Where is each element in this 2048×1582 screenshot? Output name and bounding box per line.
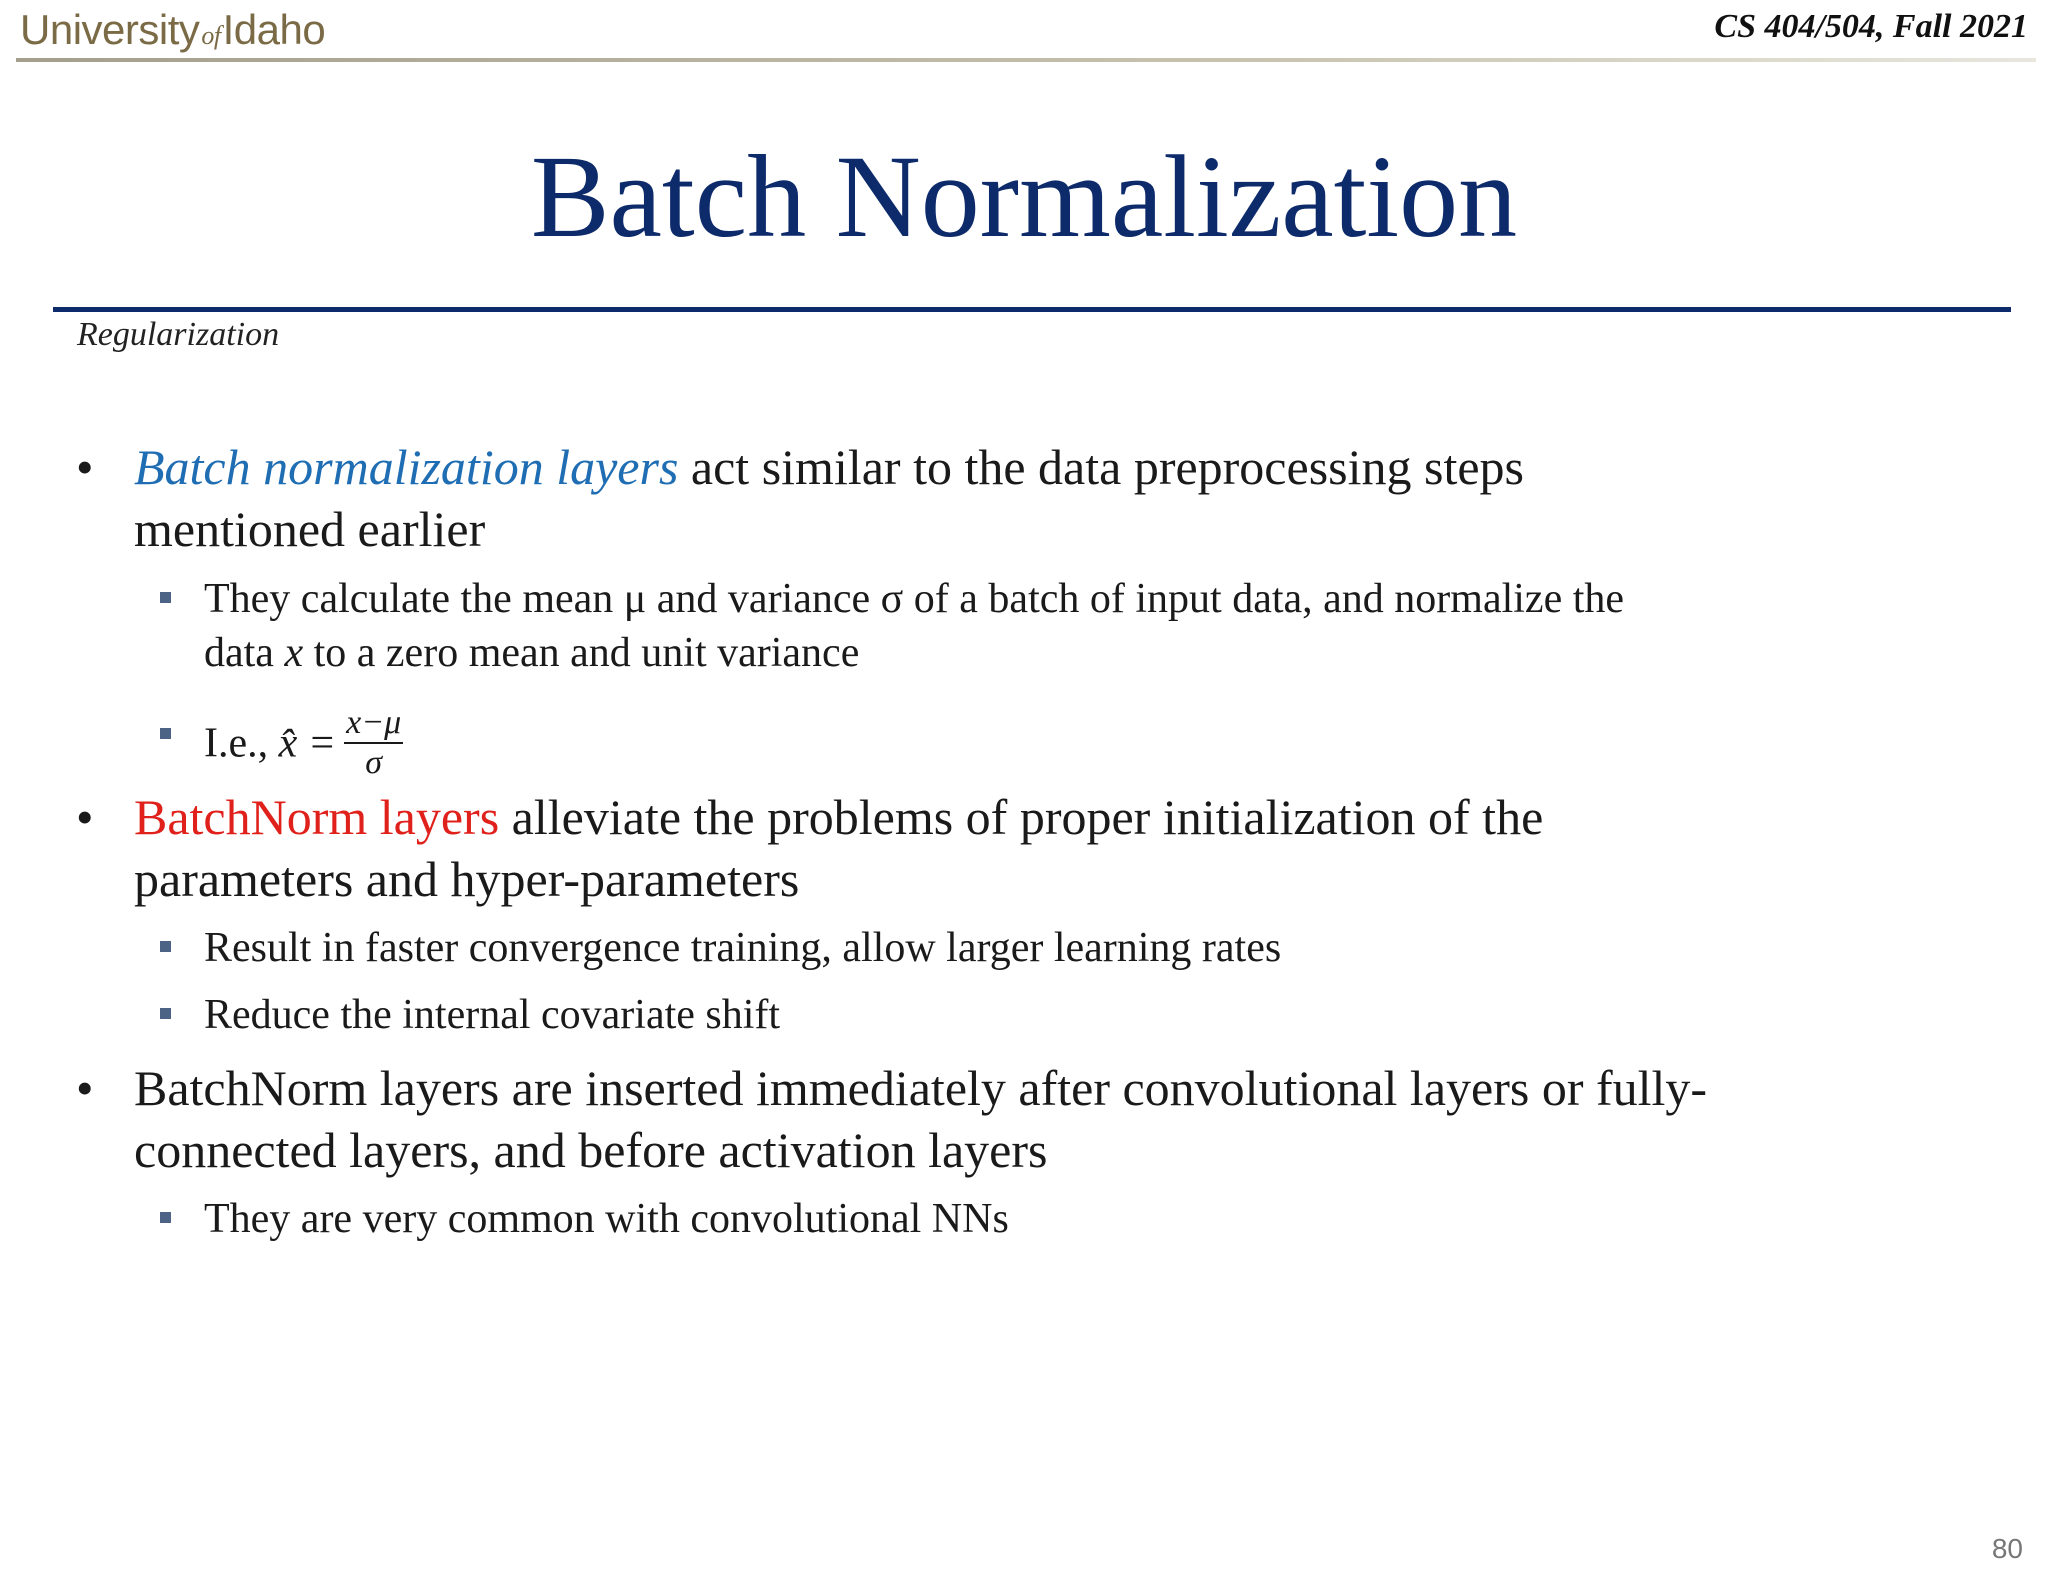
square-bullet-icon — [160, 941, 171, 952]
square-bullet-icon — [160, 592, 171, 603]
bullet-dot-icon: • — [76, 1060, 94, 1116]
bullet-dot-icon: • — [76, 439, 94, 495]
course-label: CS 404/504, Fall 2021 — [1714, 8, 2028, 45]
square-bullet-icon — [160, 728, 171, 739]
variable-x: x — [284, 630, 304, 676]
bullet-2-highlight: BatchNorm layers — [134, 789, 500, 845]
bullet-3 — [76, 1057, 1994, 1181]
bullet-1 — [76, 436, 1994, 560]
sub-bullet-3-1 — [204, 1192, 1994, 1246]
bullet-2-text: alleviate the problems of proper initialization of the — [499, 789, 1544, 845]
bullet-2-text-line2: parameters and hyper-parameters — [134, 851, 800, 907]
header-divider — [16, 58, 2036, 62]
square-bullet-icon — [160, 1008, 171, 1019]
sub-bullet-2-2 — [204, 988, 1994, 1042]
logo-idaho: Idaho — [222, 6, 326, 53]
university-logo — [20, 6, 325, 54]
fraction-numerator: x−μ — [344, 704, 403, 744]
sub-bullet-1-1-line2-pre: data — [204, 630, 285, 676]
logo-university: University — [20, 6, 200, 53]
bullet-3-text: BatchNorm layers are inserted immediately after convolutional layers or fully- — [134, 1060, 1708, 1116]
bullet-dot-icon: • — [76, 789, 94, 845]
bullet-1-text: act similar to the data preprocessing steps — [678, 439, 1525, 495]
sub-bullet-2-1 — [204, 921, 1994, 975]
formula-fraction — [344, 704, 403, 782]
sub-bullet-1-1 — [204, 572, 1994, 680]
bullet-3-text-line2: connected layers, and before activation layers — [134, 1122, 1048, 1178]
bullet-1-text-line2: mentioned earlier — [134, 501, 486, 557]
sub-bullet-1-2 — [204, 704, 1994, 786]
section-label: Regularization — [77, 316, 280, 353]
sub-bullet-2-2-text: Reduce the internal covariate shift — [204, 992, 781, 1038]
sub-bullet-1-1-line1: They calculate the mean μ and variance σ of a batch of input data, and normalize the — [204, 576, 1625, 622]
formula-lhs: x̂ = — [278, 720, 337, 767]
logo-of: of — [201, 21, 221, 50]
page-number: 80 — [1991, 1533, 2023, 1564]
bullet-2 — [76, 786, 1994, 910]
square-bullet-icon — [160, 1212, 171, 1223]
title-divider — [53, 307, 2011, 312]
sub-bullet-2-1-text: Result in faster convergence training, allow larger learning rates — [204, 925, 1282, 971]
sub-bullet-3-1-text: They are very common with convolutional NNs — [204, 1196, 1009, 1242]
slide-title: Batch Normalization — [530, 131, 1518, 262]
sub-bullet-1-1-line2-post: to a zero mean and unit variance — [303, 630, 860, 676]
formula-prefix: I.e., — [204, 720, 279, 767]
bullet-1-highlight: Batch normalization layers — [134, 439, 679, 495]
fraction-denominator: σ — [365, 744, 383, 781]
